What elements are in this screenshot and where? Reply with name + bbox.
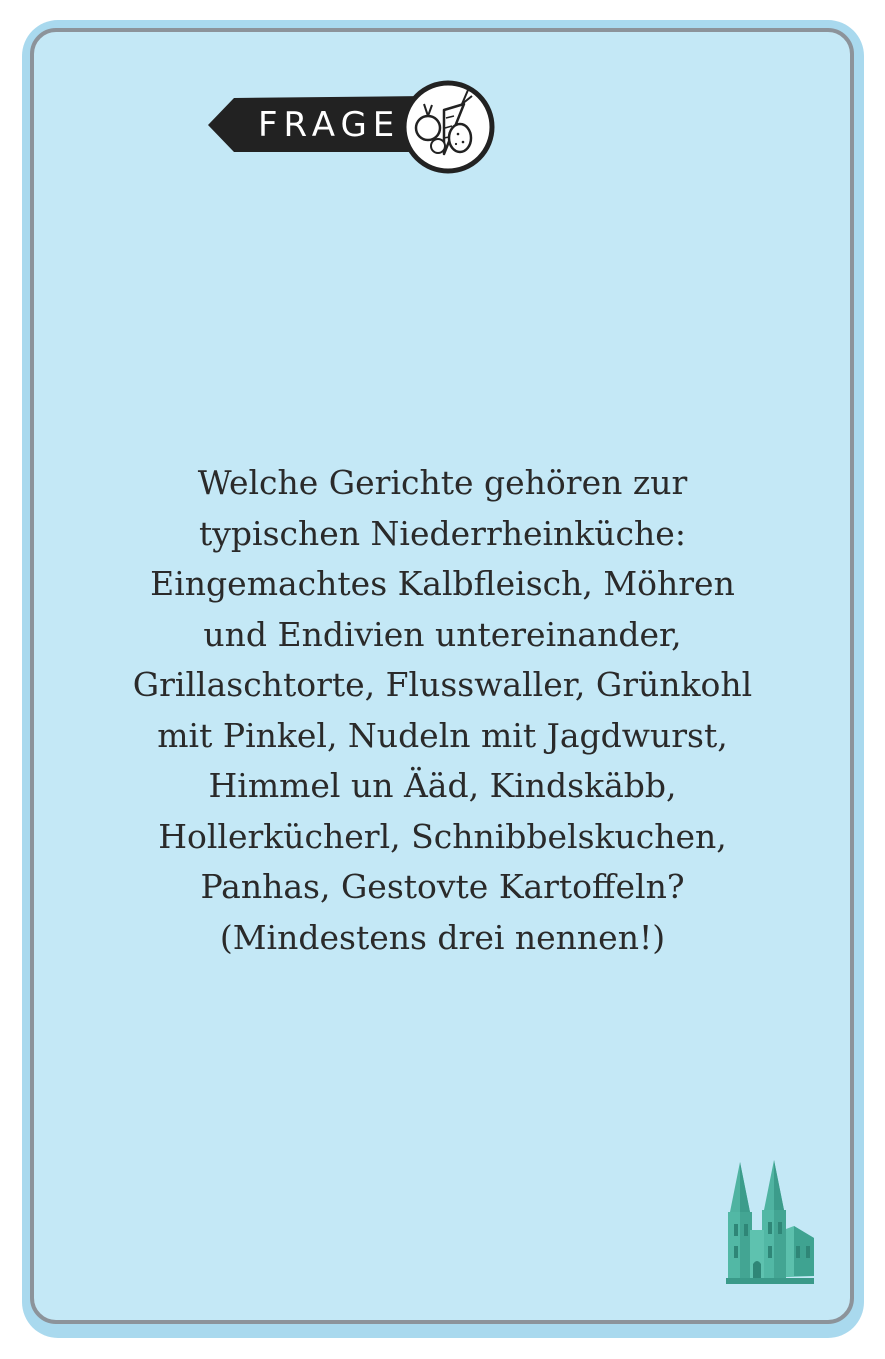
vegetables-icon xyxy=(398,80,498,174)
question-line: Panhas, Gestovte Kartoffeln? xyxy=(200,867,685,906)
question-line: mit Pinkel, Nudeln mit Jagdwurst, xyxy=(157,715,728,755)
question-tag xyxy=(208,94,428,156)
question-line: Eingemachtes Kalbfleisch, Möhren xyxy=(150,564,735,603)
question-text xyxy=(70,458,815,963)
question-line: Grillaschtorte, Flusswaller, Grünkohl xyxy=(132,665,753,704)
question-line: typischen Niederrheinküche: xyxy=(199,513,686,553)
question-line: Welche Gerichte gehören zur xyxy=(197,463,688,502)
cathedral-icon xyxy=(722,1160,814,1286)
question-line: und Endivien untereinander, xyxy=(203,614,682,654)
question-line: Hollerkücherl, Schnibbelskuchen, xyxy=(158,816,727,856)
question-line: (Mindestens drei nennen!) xyxy=(219,917,666,957)
question-line: Himmel un Ääd, Kindskäbb, xyxy=(208,766,677,805)
tag-label: FRAGE xyxy=(258,105,401,145)
